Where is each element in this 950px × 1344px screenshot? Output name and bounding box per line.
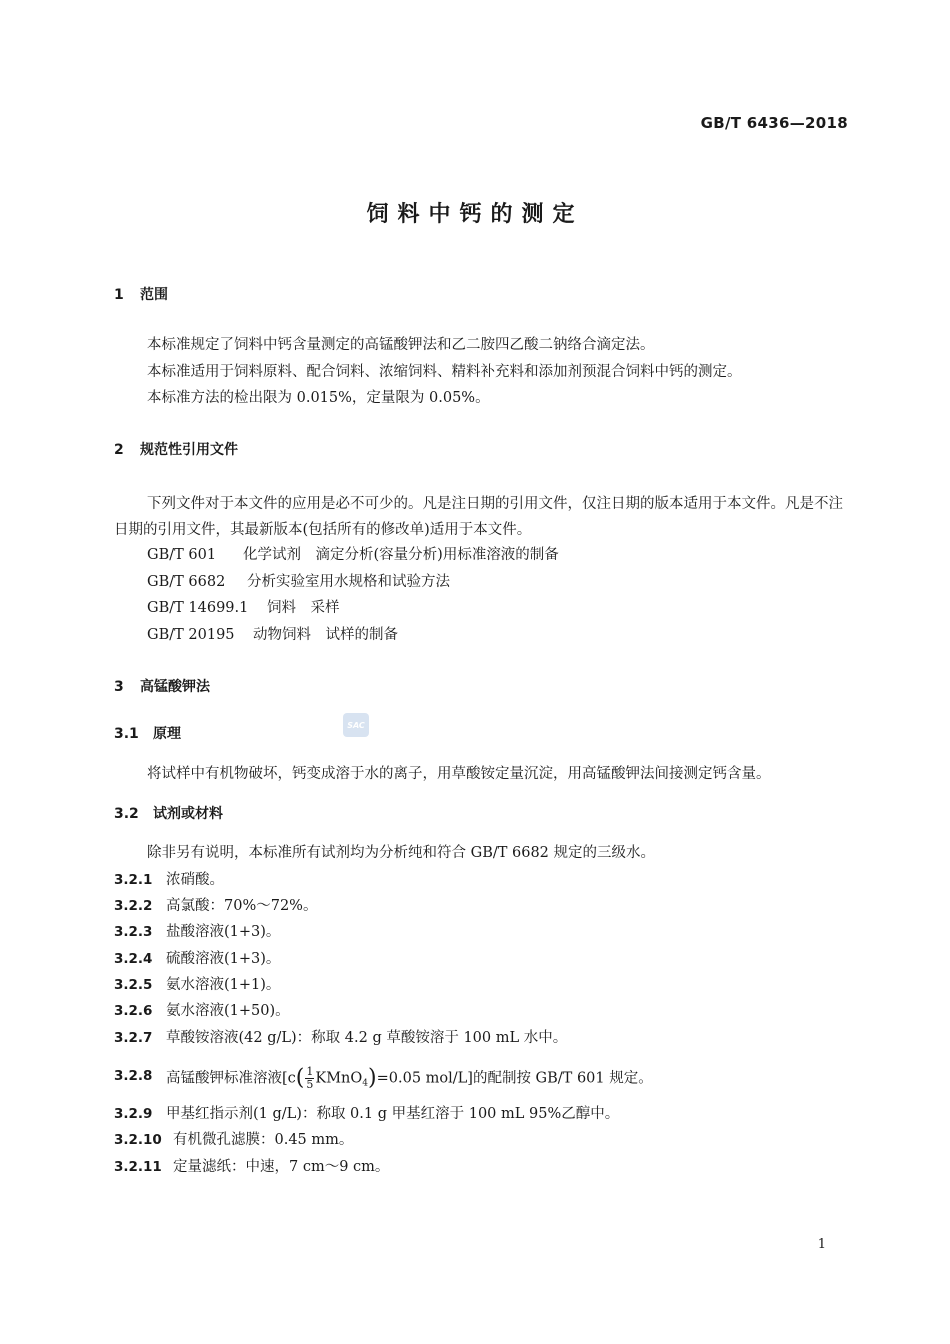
item-number: 3.2.10: [114, 1132, 162, 1148]
item-text: 浓硝酸。: [166, 872, 224, 888]
reference-item: [147, 572, 450, 592]
paragraph: 本标准规定了饲料中钙含量测定的高锰酸钾法和乙二胺四乙酸二钠络合滴定法。: [147, 337, 655, 353]
left-paren: (: [295, 1065, 305, 1091]
paragraph: 本标准方法的检出限为 0.015%，定量限为 0.05%。: [147, 390, 490, 406]
subsection-number: 3.2: [114, 806, 139, 822]
fraction: [305, 1066, 314, 1091]
section-title: 高锰酸钾法: [140, 679, 210, 695]
section-number: 2: [114, 442, 124, 458]
item-text: 硫酸溶液(1+3)。: [166, 951, 281, 967]
paragraph: 下列文件对于本文件的应用是必不可少的。凡是注日期的引用文件，仅注日期的版本适用于本文件。凡是不注日期的引用文件，其最新版本(包括所有的修改单)适用于本文件。: [114, 496, 843, 538]
subsection-title: 试剂或材料: [153, 806, 223, 822]
reference-title: 饲料 采样: [267, 600, 340, 616]
item-number: 3.2.2: [114, 898, 153, 914]
section-number: 1: [114, 287, 124, 303]
item-text: 氨水溶液(1+1)。: [166, 977, 281, 993]
formula-prefix: 高锰酸钾标准溶液[c: [166, 1070, 296, 1087]
reference-title: 分析实验室用水规格和试验方法: [247, 574, 450, 590]
sac-watermark-logo: SAC: [343, 713, 369, 737]
reference-item: [147, 598, 340, 618]
item-text: 定量滤纸：中速，7 cm～9 cm。: [173, 1159, 390, 1175]
item-number: 3.2.4: [114, 951, 153, 967]
paragraph: 本标准适用于饲料原料、配合饲料、浓缩饲料、精料补充料和添加剂预混合饲料中钙的测定。: [147, 364, 742, 380]
item-text: 有机微孔滤膜：0.45 mm。: [173, 1132, 354, 1148]
fraction-denominator: 5: [306, 1078, 314, 1091]
item-number: 3.2.7: [114, 1030, 153, 1046]
reference-code: GB/T 14699.1: [147, 600, 249, 616]
item-text: 草酸铵溶液(42 g/L)：称取 4.2 g 草酸铵溶于 100 mL 水中。: [166, 1030, 568, 1046]
item-number: 3.2.11: [114, 1159, 162, 1175]
reference-item: [147, 625, 398, 645]
subsection-title: 原理: [153, 726, 181, 742]
reference-title: 动物饲料 试样的制备: [253, 627, 398, 643]
item-number: 3.2.8: [114, 1068, 153, 1084]
standard-code: GB/T 6436—2018: [700, 114, 848, 132]
item-text: 高氯酸：70%～72%。: [166, 898, 318, 914]
item-text-with-formula: [166, 1066, 653, 1094]
page-number: 1: [817, 1237, 826, 1252]
reference-title: 化学试剂 滴定分析(容量分析)用标准溶液的制备: [243, 547, 559, 563]
formula-subscript: 4: [362, 1078, 369, 1089]
reference-item: [147, 545, 559, 565]
fraction-numerator: 1: [306, 1065, 314, 1078]
section-number: 3: [114, 679, 124, 695]
item-number: 3.2.9: [114, 1106, 153, 1122]
reference-code: GB/T 601: [147, 547, 217, 563]
reference-code: GB/T 20195: [147, 627, 235, 643]
section-title: 范围: [140, 287, 168, 303]
section-title: 规范性引用文件: [140, 442, 238, 458]
item-number: 3.2.6: [114, 1003, 153, 1019]
subsection-number: 3.1: [114, 726, 139, 742]
formula-compound: KMnO: [315, 1070, 363, 1087]
reference-code: GB/T 6682: [147, 574, 226, 590]
paragraph: 除非另有说明，本标准所有试剂均为分析纯和符合 GB/T 6682 规定的三级水。: [147, 845, 656, 861]
document-title: 饲料中钙的测定: [366, 202, 584, 227]
item-number: 3.2.3: [114, 924, 153, 940]
item-text: 氨水溶液(1+50)。: [166, 1003, 290, 1019]
item-text: 盐酸溶液(1+3)。: [166, 924, 281, 940]
item-number: 3.2.1: [114, 872, 153, 888]
paragraph: 将试样中有机物破坏，钙变成溶于水的离子，用草酸铵定量沉淀，用高锰酸钾法间接测定钙含量。: [147, 766, 771, 782]
item-text: 甲基红指示剂(1 g/L)：称取 0.1 g 甲基红溶于 100 mL 95%乙醇中。: [166, 1106, 620, 1122]
right-paren: ): [368, 1065, 377, 1091]
item-number: 3.2.5: [114, 977, 153, 993]
formula-suffix: =0.05 mol/L]的配制按 GB/T 601 规定。: [376, 1070, 653, 1087]
